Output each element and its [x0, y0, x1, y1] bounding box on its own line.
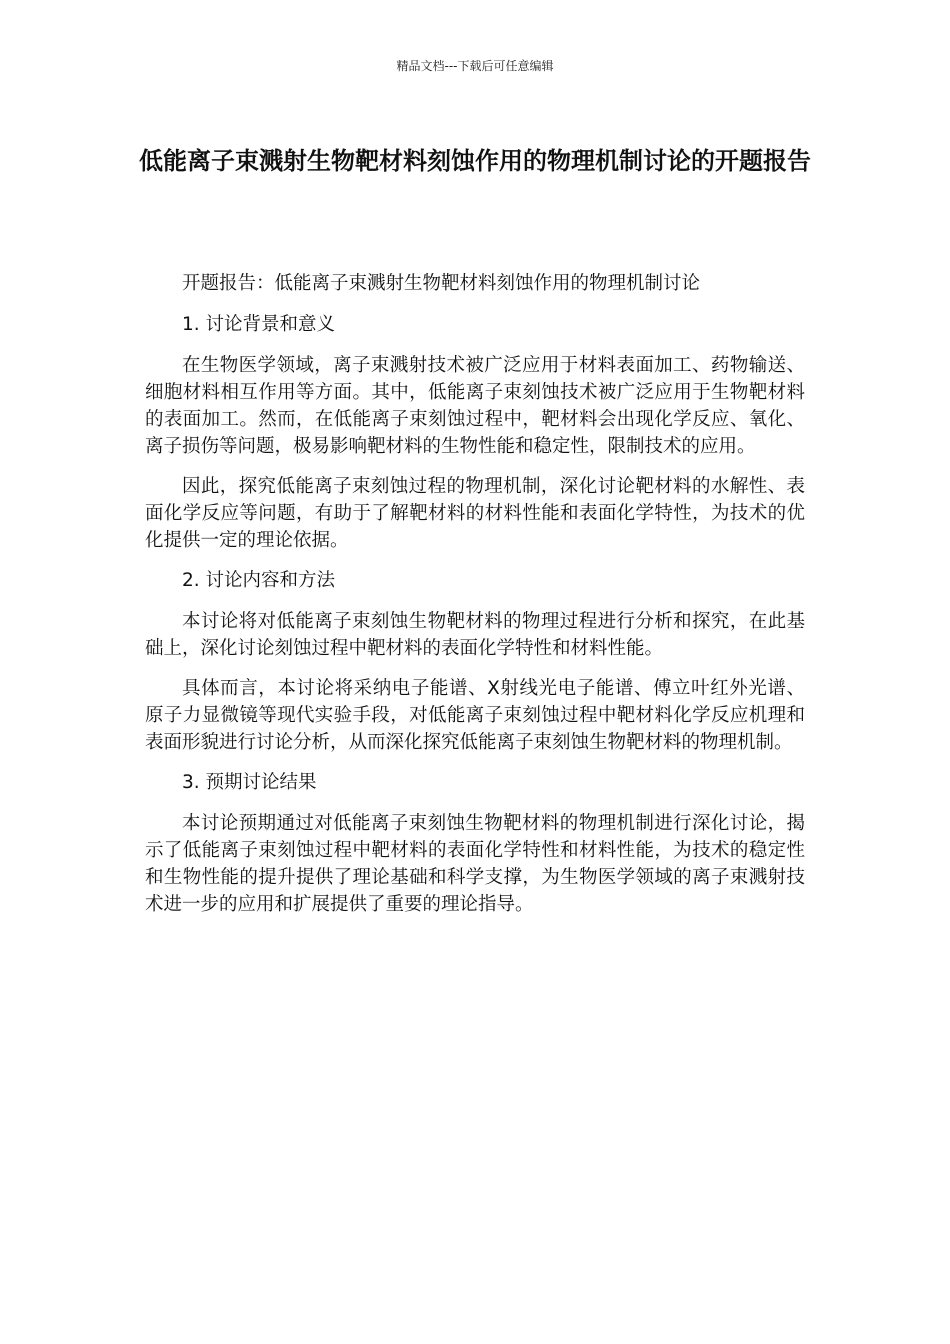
- section-heading-content-methods: 2. 讨论内容和方法: [182, 570, 336, 591]
- paragraph-content: 本讨论将对低能离子束刻蚀生物靶材料的物理过程进行分析和探究，在此基础上，深化讨论刻蚀过程中靶材料的表面化学特性和材料性能。: [145, 611, 805, 659]
- header-note: 精品文档---下载后可任意编辑: [396, 59, 554, 73]
- section-heading-expected-results: 3. 预期讨论结果: [182, 772, 317, 793]
- paragraph-significance: 因此，探究低能离子束刻蚀过程的物理机制，深化讨论靶材料的水解性、表面化学反应等问题，有助于了解靶材料的材料性能和表面化学特性，为技术的优化提供一定的理论依据。: [145, 476, 805, 551]
- section-heading-background: 1. 讨论背景和意义: [182, 314, 336, 335]
- paragraph-expected-results: 本讨论预期通过对低能离子束刻蚀生物靶材料的物理机制进行深化讨论，揭示了低能离子束刻蚀过程中靶材料的表面化学特性和材料性能，为技术的稳定性和生物性能的提升提供了理论基础和科学支撑，为生物医学领域的离子束溅射技术进一步的应用和扩展提供了重要的理论指导。: [145, 813, 805, 915]
- paragraph-methods: 具体而言，本讨论将采纳电子能谱、X射线光电子能谱、傅立叶红外光谱、原子力显微镜等现代实验手段，对低能离子束刻蚀过程中靶材料化学反应机理和表面形貌进行讨论分析，从而深化探究低能离子束刻蚀生物靶材料的物理机制。: [145, 678, 805, 753]
- document-body: [145, 270, 805, 931]
- report-heading: 开题报告：低能离子束溅射生物靶材料刻蚀作用的物理机制讨论: [182, 273, 701, 294]
- paragraph-background: 在生物医学领域，离子束溅射技术被广泛应用于材料表面加工、药物输送、细胞材料相互作用等方面。其中，低能离子束刻蚀技术被广泛应用于生物靶材料的表面加工。然而，在低能离子束刻蚀过程中，靶材料会出现化学反应、氧化、离子损伤等问题，极易影响靶材料的生物性能和稳定性，限制技术的应用。: [145, 355, 805, 457]
- document-title: 低能离子束溅射生物靶材料刻蚀作用的物理机制讨论的开题报告: [139, 147, 811, 175]
